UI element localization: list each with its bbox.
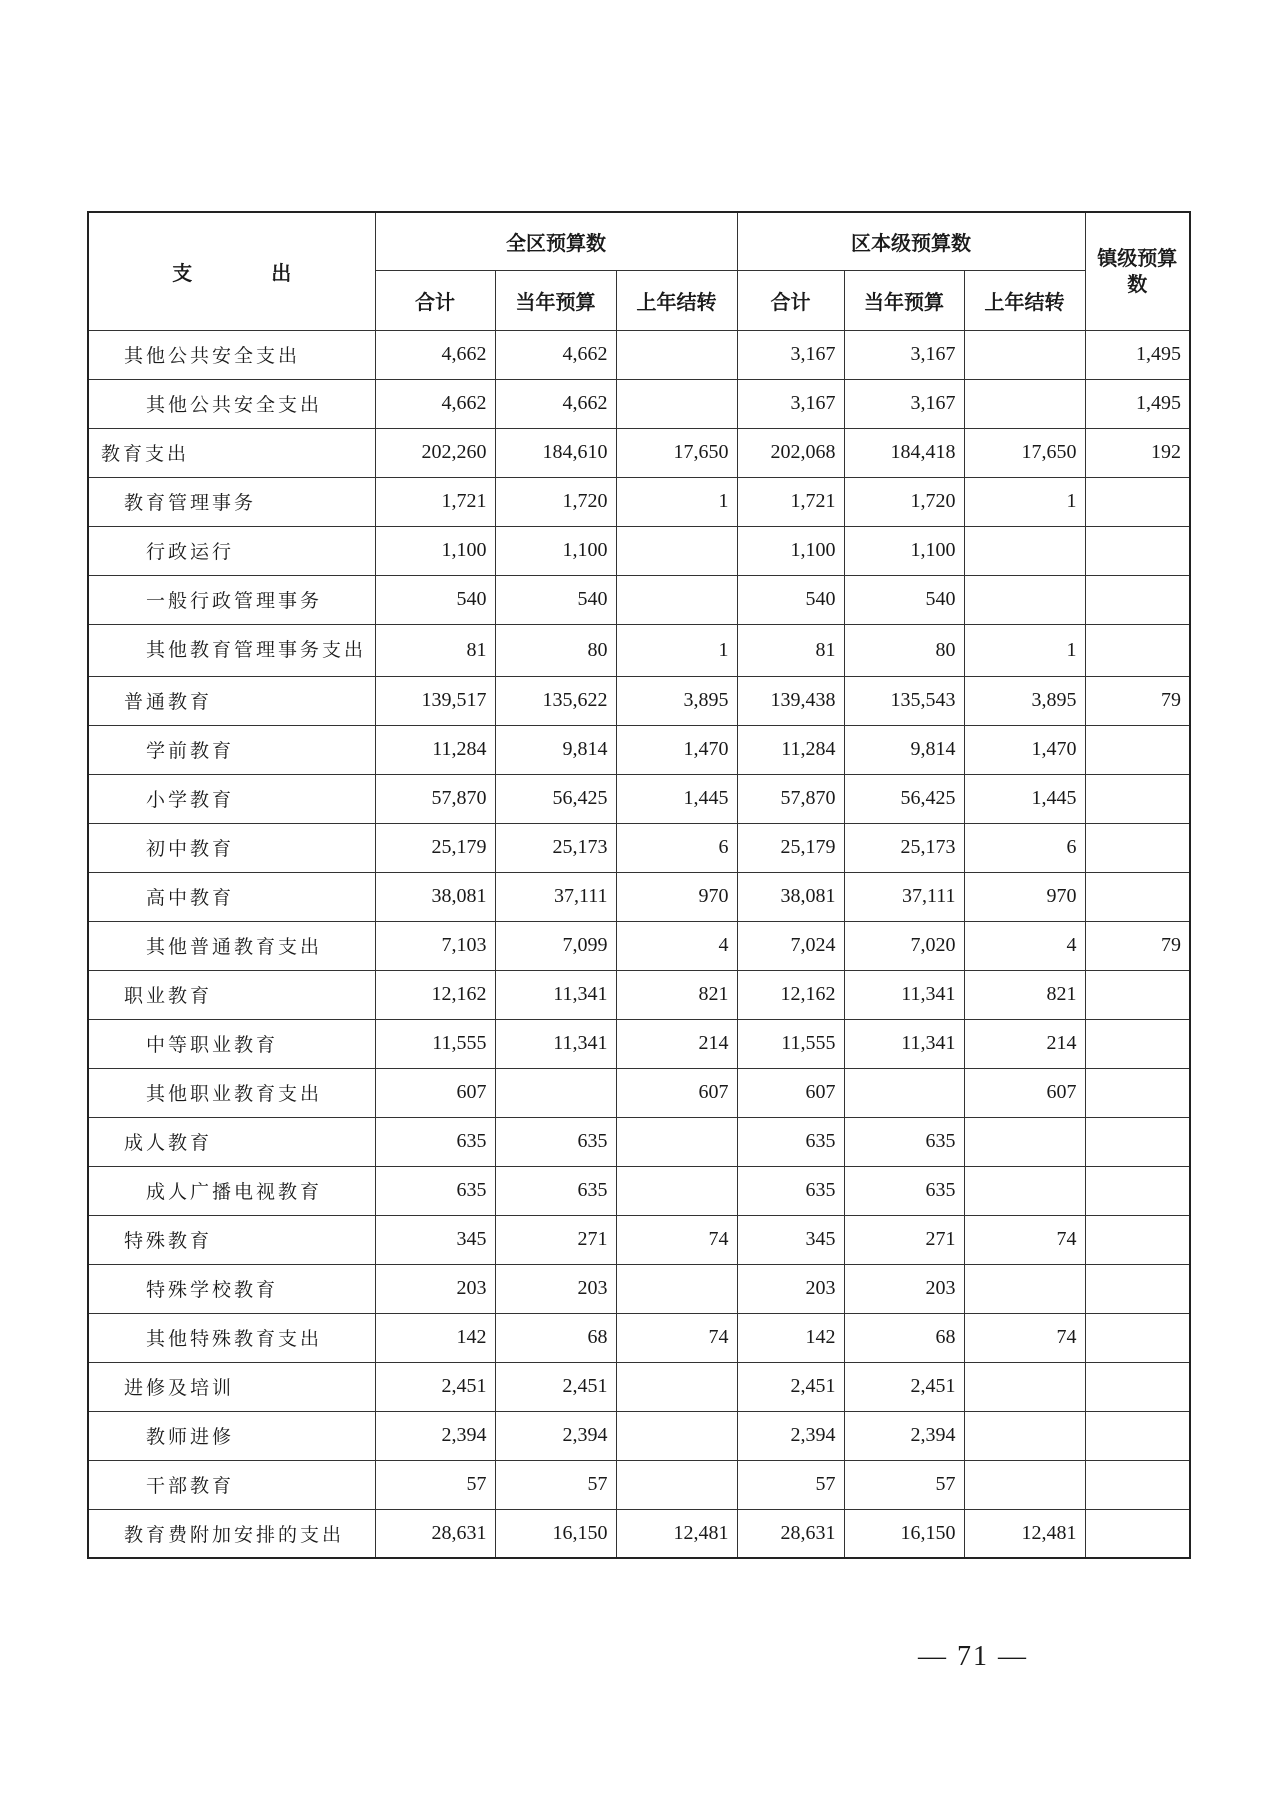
town-level-cell: 1,495 [1085, 330, 1190, 379]
town-level-cell [1085, 1215, 1190, 1264]
total-cell: 2,394 [737, 1411, 844, 1460]
sub-header-carryover: 上年结转 [964, 270, 1085, 330]
current-year-cell: 7,099 [495, 921, 616, 970]
total-cell: 11,555 [375, 1019, 495, 1068]
carryover-cell [964, 330, 1085, 379]
carryover-cell [616, 1166, 737, 1215]
table-row [88, 1264, 1190, 1313]
row-label: 一般行政管理事务 [88, 575, 375, 624]
sub-header-total: 合计 [737, 270, 844, 330]
current-year-cell: 9,814 [495, 725, 616, 774]
current-year-cell: 635 [844, 1166, 964, 1215]
page-number: — 71 — [918, 1641, 1028, 1672]
row-label: 教育费附加安排的支出 [88, 1509, 375, 1558]
town-level-cell: 192 [1085, 428, 1190, 477]
current-year-cell: 4,662 [495, 379, 616, 428]
row-label: 教师进修 [88, 1411, 375, 1460]
table-row [88, 1117, 1190, 1166]
total-cell: 2,451 [737, 1362, 844, 1411]
carryover-cell [964, 526, 1085, 575]
total-cell: 142 [375, 1313, 495, 1362]
town-level-cell: 79 [1085, 676, 1190, 725]
carryover-cell: 17,650 [964, 428, 1085, 477]
table-row [88, 1313, 1190, 1362]
table-row [88, 1362, 1190, 1411]
current-year-cell: 184,418 [844, 428, 964, 477]
row-label: 其他职业教育支出 [88, 1068, 375, 1117]
total-cell: 28,631 [375, 1509, 495, 1558]
table-row [88, 477, 1190, 526]
town-level-cell [1085, 970, 1190, 1019]
carryover-cell: 6 [616, 823, 737, 872]
current-year-cell: 25,173 [844, 823, 964, 872]
carryover-cell: 1,470 [616, 725, 737, 774]
row-label: 其他特殊教育支出 [88, 1313, 375, 1362]
table-row [88, 526, 1190, 575]
carryover-cell [616, 1117, 737, 1166]
current-year-cell: 16,150 [844, 1509, 964, 1558]
current-year-cell: 37,111 [844, 872, 964, 921]
table-row [88, 1509, 1190, 1558]
town-level-cell [1085, 1019, 1190, 1068]
carryover-cell: 214 [616, 1019, 737, 1068]
current-year-cell: 135,622 [495, 676, 616, 725]
current-year-cell: 540 [495, 575, 616, 624]
current-year-cell: 271 [844, 1215, 964, 1264]
row-label: 干部教育 [88, 1460, 375, 1509]
carryover-cell: 1 [964, 624, 1085, 676]
current-year-cell: 7,020 [844, 921, 964, 970]
current-year-cell: 80 [495, 624, 616, 676]
current-year-cell: 80 [844, 624, 964, 676]
row-label: 初中教育 [88, 823, 375, 872]
total-cell: 38,081 [737, 872, 844, 921]
town-level-cell: 1,495 [1085, 379, 1190, 428]
total-cell: 142 [737, 1313, 844, 1362]
total-cell: 345 [375, 1215, 495, 1264]
carryover-cell: 1,445 [616, 774, 737, 823]
row-label: 特殊教育 [88, 1215, 375, 1264]
total-cell: 3,167 [737, 330, 844, 379]
row-label: 普通教育 [88, 676, 375, 725]
row-label: 成人广播电视教育 [88, 1166, 375, 1215]
carryover-cell: 74 [964, 1313, 1085, 1362]
current-year-cell: 203 [844, 1264, 964, 1313]
carryover-cell [964, 379, 1085, 428]
total-cell: 635 [737, 1166, 844, 1215]
total-cell: 635 [375, 1117, 495, 1166]
town-level-cell [1085, 477, 1190, 526]
sub-header-current-year: 当年预算 [844, 270, 964, 330]
town-level-cell [1085, 1313, 1190, 1362]
current-year-cell: 68 [844, 1313, 964, 1362]
total-cell: 540 [737, 575, 844, 624]
total-cell: 57 [375, 1460, 495, 1509]
town-level-cell [1085, 1411, 1190, 1460]
total-cell: 1,721 [737, 477, 844, 526]
total-cell: 28,631 [737, 1509, 844, 1558]
total-cell: 57,870 [737, 774, 844, 823]
current-year-cell: 25,173 [495, 823, 616, 872]
total-cell: 11,284 [737, 725, 844, 774]
table-body [88, 330, 1190, 1558]
row-label: 其他公共安全支出 [88, 379, 375, 428]
town-level-cell [1085, 1068, 1190, 1117]
table-row [88, 921, 1190, 970]
table-row [88, 774, 1190, 823]
current-year-cell: 68 [495, 1313, 616, 1362]
total-cell: 11,284 [375, 725, 495, 774]
carryover-cell: 607 [616, 1068, 737, 1117]
current-year-cell: 2,451 [844, 1362, 964, 1411]
carryover-cell: 821 [616, 970, 737, 1019]
total-cell: 2,451 [375, 1362, 495, 1411]
carryover-cell: 74 [616, 1313, 737, 1362]
carryover-cell [616, 575, 737, 624]
row-label: 其他教育管理事务支出 [88, 624, 375, 676]
district-level-header: 区本级预算数 [737, 212, 1085, 270]
table-row [88, 1068, 1190, 1117]
total-cell: 1,100 [737, 526, 844, 575]
town-level-cell [1085, 725, 1190, 774]
total-cell: 12,162 [375, 970, 495, 1019]
total-cell: 3,167 [737, 379, 844, 428]
current-year-cell: 635 [495, 1166, 616, 1215]
current-year-cell: 11,341 [495, 1019, 616, 1068]
total-cell: 11,555 [737, 1019, 844, 1068]
town-level-cell [1085, 526, 1190, 575]
total-cell: 203 [737, 1264, 844, 1313]
carryover-cell [616, 379, 737, 428]
row-label: 小学教育 [88, 774, 375, 823]
carryover-cell [616, 1264, 737, 1313]
total-cell: 202,260 [375, 428, 495, 477]
current-year-cell [844, 1068, 964, 1117]
table-row [88, 1411, 1190, 1460]
table-row [88, 624, 1190, 676]
carryover-cell: 214 [964, 1019, 1085, 1068]
current-year-cell: 57 [844, 1460, 964, 1509]
current-year-cell: 1,720 [844, 477, 964, 526]
sub-header-current-year: 当年预算 [495, 270, 616, 330]
district-total-header: 全区预算数 [375, 212, 737, 270]
total-cell: 25,179 [737, 823, 844, 872]
total-cell: 635 [737, 1117, 844, 1166]
carryover-cell: 4 [964, 921, 1085, 970]
town-level-cell [1085, 1460, 1190, 1509]
row-label: 其他普通教育支出 [88, 921, 375, 970]
carryover-cell: 74 [616, 1215, 737, 1264]
current-year-cell: 203 [495, 1264, 616, 1313]
row-label: 教育管理事务 [88, 477, 375, 526]
total-cell: 25,179 [375, 823, 495, 872]
total-cell: 57 [737, 1460, 844, 1509]
current-year-cell: 3,167 [844, 379, 964, 428]
carryover-cell [964, 575, 1085, 624]
town-level-cell [1085, 872, 1190, 921]
carryover-cell: 12,481 [616, 1509, 737, 1558]
carryover-cell [964, 1460, 1085, 1509]
total-cell: 57,870 [375, 774, 495, 823]
current-year-cell: 1,100 [844, 526, 964, 575]
carryover-cell: 970 [616, 872, 737, 921]
row-label: 高中教育 [88, 872, 375, 921]
carryover-cell [964, 1411, 1085, 1460]
current-year-cell: 2,451 [495, 1362, 616, 1411]
row-label: 中等职业教育 [88, 1019, 375, 1068]
town-level-cell [1085, 1362, 1190, 1411]
town-level-cell [1085, 575, 1190, 624]
current-year-cell: 135,543 [844, 676, 964, 725]
carryover-cell: 17,650 [616, 428, 737, 477]
carryover-cell: 1,445 [964, 774, 1085, 823]
total-cell: 540 [375, 575, 495, 624]
current-year-cell: 56,425 [844, 774, 964, 823]
current-year-cell: 11,341 [844, 970, 964, 1019]
table-row [88, 1166, 1190, 1215]
current-year-cell: 1,720 [495, 477, 616, 526]
carryover-cell: 4 [616, 921, 737, 970]
row-label: 特殊学校教育 [88, 1264, 375, 1313]
current-year-cell: 3,167 [844, 330, 964, 379]
town-level-header: 镇级预算数 [1085, 212, 1190, 330]
total-cell: 635 [375, 1166, 495, 1215]
row-label: 成人教育 [88, 1117, 375, 1166]
carryover-cell [616, 1460, 737, 1509]
budget-table [87, 211, 1191, 1559]
table-row [88, 330, 1190, 379]
carryover-cell: 821 [964, 970, 1085, 1019]
table-row [88, 823, 1190, 872]
total-cell: 1,100 [375, 526, 495, 575]
carryover-cell [964, 1117, 1085, 1166]
town-level-cell [1085, 1166, 1190, 1215]
table-row [88, 379, 1190, 428]
current-year-cell: 9,814 [844, 725, 964, 774]
row-label: 职业教育 [88, 970, 375, 1019]
carryover-cell: 607 [964, 1068, 1085, 1117]
current-year-cell: 4,662 [495, 330, 616, 379]
table-row [88, 1019, 1190, 1068]
carryover-cell: 74 [964, 1215, 1085, 1264]
table-row [88, 872, 1190, 921]
total-cell: 202,068 [737, 428, 844, 477]
carryover-cell: 12,481 [964, 1509, 1085, 1558]
current-year-cell: 2,394 [844, 1411, 964, 1460]
carryover-cell: 3,895 [616, 676, 737, 725]
total-cell: 7,024 [737, 921, 844, 970]
carryover-cell [964, 1166, 1085, 1215]
carryover-cell [616, 1362, 737, 1411]
total-cell: 81 [737, 624, 844, 676]
total-cell: 345 [737, 1215, 844, 1264]
carryover-cell: 1 [964, 477, 1085, 526]
current-year-cell: 635 [844, 1117, 964, 1166]
carryover-cell [616, 526, 737, 575]
current-year-cell: 1,100 [495, 526, 616, 575]
current-year-cell: 540 [844, 575, 964, 624]
row-label: 其他公共安全支出 [88, 330, 375, 379]
sub-header-carryover: 上年结转 [616, 270, 737, 330]
carryover-cell: 970 [964, 872, 1085, 921]
table-row [88, 428, 1190, 477]
row-label: 行政运行 [88, 526, 375, 575]
carryover-cell [616, 330, 737, 379]
current-year-cell: 11,341 [495, 970, 616, 1019]
row-label: 教育支出 [88, 428, 375, 477]
total-cell: 607 [737, 1068, 844, 1117]
current-year-cell: 11,341 [844, 1019, 964, 1068]
carryover-cell: 1 [616, 624, 737, 676]
current-year-cell: 37,111 [495, 872, 616, 921]
current-year-cell: 2,394 [495, 1411, 616, 1460]
carryover-cell: 1,470 [964, 725, 1085, 774]
carryover-cell: 1 [616, 477, 737, 526]
total-cell: 607 [375, 1068, 495, 1117]
total-cell: 203 [375, 1264, 495, 1313]
carryover-cell [964, 1362, 1085, 1411]
row-label: 学前教育 [88, 725, 375, 774]
table-row [88, 725, 1190, 774]
subject-column-header: 支 出 [88, 212, 375, 330]
total-cell: 4,662 [375, 379, 495, 428]
current-year-cell: 56,425 [495, 774, 616, 823]
current-year-cell [495, 1068, 616, 1117]
town-level-cell [1085, 624, 1190, 676]
town-level-cell [1085, 1509, 1190, 1558]
carryover-cell [964, 1264, 1085, 1313]
table-header [88, 212, 1190, 330]
table-row [88, 676, 1190, 725]
table-row [88, 1215, 1190, 1264]
sub-header-total: 合计 [375, 270, 495, 330]
total-cell: 12,162 [737, 970, 844, 1019]
table-row [88, 970, 1190, 1019]
total-cell: 38,081 [375, 872, 495, 921]
current-year-cell: 271 [495, 1215, 616, 1264]
current-year-cell: 184,610 [495, 428, 616, 477]
current-year-cell: 16,150 [495, 1509, 616, 1558]
current-year-cell: 57 [495, 1460, 616, 1509]
town-level-cell [1085, 1117, 1190, 1166]
carryover-cell [616, 1411, 737, 1460]
carryover-cell: 3,895 [964, 676, 1085, 725]
total-cell: 139,517 [375, 676, 495, 725]
total-cell: 4,662 [375, 330, 495, 379]
table-row [88, 575, 1190, 624]
row-label: 进修及培训 [88, 1362, 375, 1411]
carryover-cell: 6 [964, 823, 1085, 872]
total-cell: 139,438 [737, 676, 844, 725]
total-cell: 81 [375, 624, 495, 676]
table-row [88, 1460, 1190, 1509]
total-cell: 1,721 [375, 477, 495, 526]
total-cell: 7,103 [375, 921, 495, 970]
town-level-cell [1085, 823, 1190, 872]
current-year-cell: 635 [495, 1117, 616, 1166]
total-cell: 2,394 [375, 1411, 495, 1460]
town-level-cell [1085, 1264, 1190, 1313]
town-level-cell: 79 [1085, 921, 1190, 970]
town-level-cell [1085, 774, 1190, 823]
